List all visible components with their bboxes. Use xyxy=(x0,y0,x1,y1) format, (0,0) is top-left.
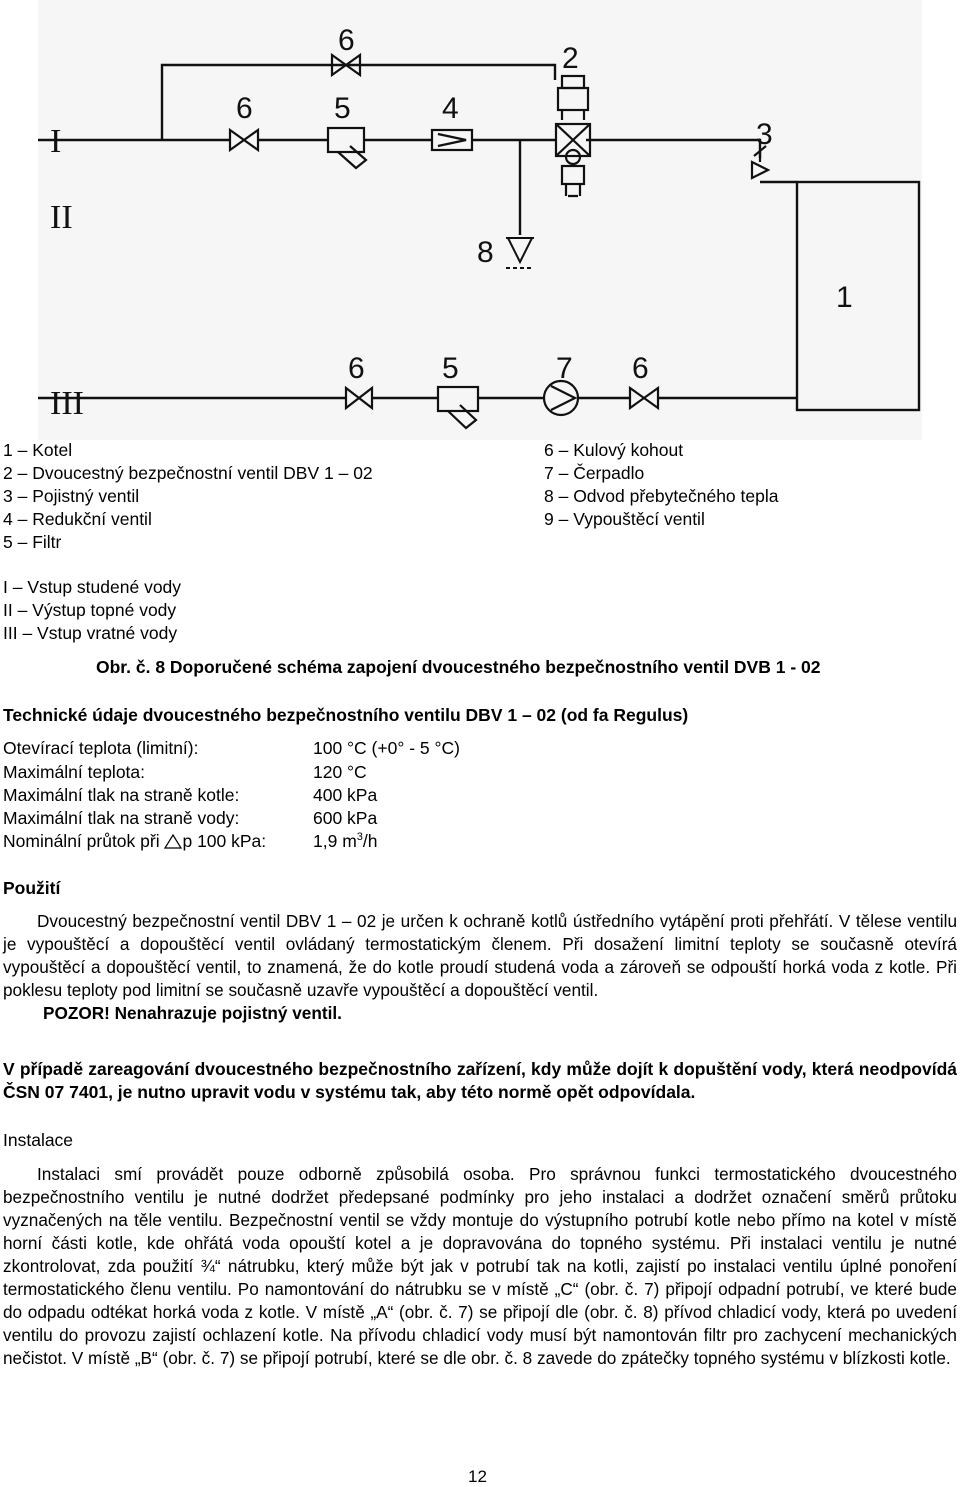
label-4: 4 xyxy=(442,92,459,125)
legend-item: 2 – Dvoucestný bezpečnostní ventil DBV 1 – 02 xyxy=(3,463,373,483)
section-heading: Použití xyxy=(3,878,61,898)
roman-label-II: II xyxy=(50,199,73,236)
flow-value: 1,9 m xyxy=(313,831,357,851)
roman-label-I: I xyxy=(50,123,62,160)
flow-value-exponent: 3 xyxy=(356,831,363,844)
label-6: 6 xyxy=(236,92,253,125)
usage-paragraph xyxy=(3,910,957,1025)
usage-text: V tělese ventilu je vypouštěcí a dopouštěcí ventil ovládaný termostatickým členem. Při dosažení limitní teploty se současně otevírá vypouštěcí a dopouštěcí ventil, to znamená, že do kotle proudí studená voda a zároveň se odpouští horká voda z kotle. Při poklesu teploty pod limitní se současně uzavře vypouštěcí a dopouštěcí ventil. xyxy=(3,911,958,1000)
label-6: 6 xyxy=(632,352,649,385)
spec-value: 400 kPa xyxy=(313,785,378,805)
legend-item: II – Výstup topné vody xyxy=(3,600,177,620)
legend-item: 5 – Filtr xyxy=(3,532,62,552)
spec-row xyxy=(3,738,460,759)
spec-value: 120 °C xyxy=(313,762,367,782)
legend-left xyxy=(3,439,373,554)
install-text: Instalaci smí provádět pouze odborně způsobilá osoba. Pro správnou funkci termostatického dvoucestného bezpečnostního ventilu je nutné dodržet předepsané podmínky pro jeho instalaci a dodržet označení směrů průtoku vyznačených na těle ventilu. Bezpečnostní ventil se vždy montuje do výstupního potrubí kotle nebo přímo na kotel v místě horní části kotle, kde ohřátá voda opouští kotel a je dopravována do topného systému. Při instalaci ventilu je nutné zkontrolovat, zda použití ¾“ nátrubku, který může být jak v potrubí tak na kotli, zajistí po instalaci ventilu úplné ponoření termostatického členu ventilu. Po namontování do nátrubku se v místě „C“ (obr. č. 7) připojí odpadní potrubí, ve které bude do odpadu odtékat horká voda z kotle. V místě „A“ (obr. č. 7) se připojí dle (obr. č. 8) přívod chladicí vody, která po uvedení ventilu do provozu zajistí ochlazení kotle. Na přívodu chladicí vody musí být namontován filtr pro zachycení mechanických nečistot. V místě „B“ (obr. č. 7) se připojí potrubí, které se dle obr. č. 8 zavede do zpátečky topného systému v blízkosti kotle. xyxy=(3,1164,957,1368)
spec-label: Otevírací teplota (limitní): xyxy=(3,738,199,758)
inputs-legend xyxy=(3,576,181,645)
delta-triangle-icon xyxy=(164,834,182,849)
roman-label-III: III xyxy=(50,385,84,422)
label-8: 8 xyxy=(477,236,494,269)
flow-label-text: p 100 kPa: xyxy=(182,831,267,851)
label-6: 6 xyxy=(338,24,355,57)
flow-label-text: Nominální průtok při xyxy=(3,831,165,851)
legend-item: III – Vstup vratné vody xyxy=(3,623,178,643)
legend-item: 3 – Pojistný ventil xyxy=(3,486,140,506)
spec-row xyxy=(3,808,378,829)
section-heading: Instalace xyxy=(3,1130,74,1150)
legend-item: I – Vstup studené vody xyxy=(3,577,182,597)
piping-schematic xyxy=(0,0,960,440)
label-7: 7 xyxy=(556,352,573,385)
usage-first-sentence: Dvoucestný bezpečnostní ventil DBV 1 – 02 je určen k ochraně kotlů ústředního vytápění proti přehřátí. xyxy=(37,911,834,931)
install-paragraph xyxy=(3,1163,957,1370)
tech-data-title: Technické údaje dvoucestného bezpečnostního ventilu DBV 1 – 02 (od fa Regulus) xyxy=(3,705,689,725)
spec-value: 600 kPa xyxy=(313,808,378,828)
spec-value xyxy=(313,831,378,852)
figure-caption: Obr. č. 8 Doporučené schéma zapojení dvoucestného bezpečnostního ventil DVB 1 - 02 xyxy=(96,657,821,677)
legend-right xyxy=(544,439,778,531)
legend-item: 4 – Redukční ventil xyxy=(3,509,152,529)
legend-item: 8 – Odvod přebytečného tepla xyxy=(544,486,779,506)
spec-label: Maximální tlak na straně kotle: xyxy=(3,785,240,805)
label-3: 3 xyxy=(756,118,773,151)
label-2: 2 xyxy=(562,42,579,75)
warning-text: POZOR! Nenahrazuje pojistný ventil. xyxy=(43,1003,342,1023)
label-6: 6 xyxy=(348,352,365,385)
label-1: 1 xyxy=(836,281,853,314)
legend-item: 1 – Kotel xyxy=(3,440,73,460)
spec-label: Maximální tlak na straně vody: xyxy=(3,808,240,828)
label-5: 5 xyxy=(334,92,351,125)
legend-item: 7 – Čerpadlo xyxy=(544,463,645,483)
page-number: 12 xyxy=(468,1467,487,1486)
spec-label xyxy=(3,831,266,851)
legend-item: 9 – Vypouštěcí ventil xyxy=(544,509,705,529)
spec-row xyxy=(3,785,378,806)
spec-row xyxy=(3,831,378,852)
flow-value-unit: /h xyxy=(362,831,378,851)
label-5: 5 xyxy=(442,352,459,385)
warning-paragraph: V případě zareagování dvoucestného bezpečnostního zařízení, kdy může dojít k dopuštění vody, která neodpovídá ČSN 07 7401, je nutno upravit vodu v systému tak, aby této normě opět odpovídala. xyxy=(3,1059,957,1102)
spec-value: 100 °C (+0° - 5 °C) xyxy=(313,738,460,758)
spec-label: Maximální teplota: xyxy=(3,762,146,782)
legend-item: 6 – Kulový kohout xyxy=(544,440,684,460)
spec-row xyxy=(3,762,367,783)
